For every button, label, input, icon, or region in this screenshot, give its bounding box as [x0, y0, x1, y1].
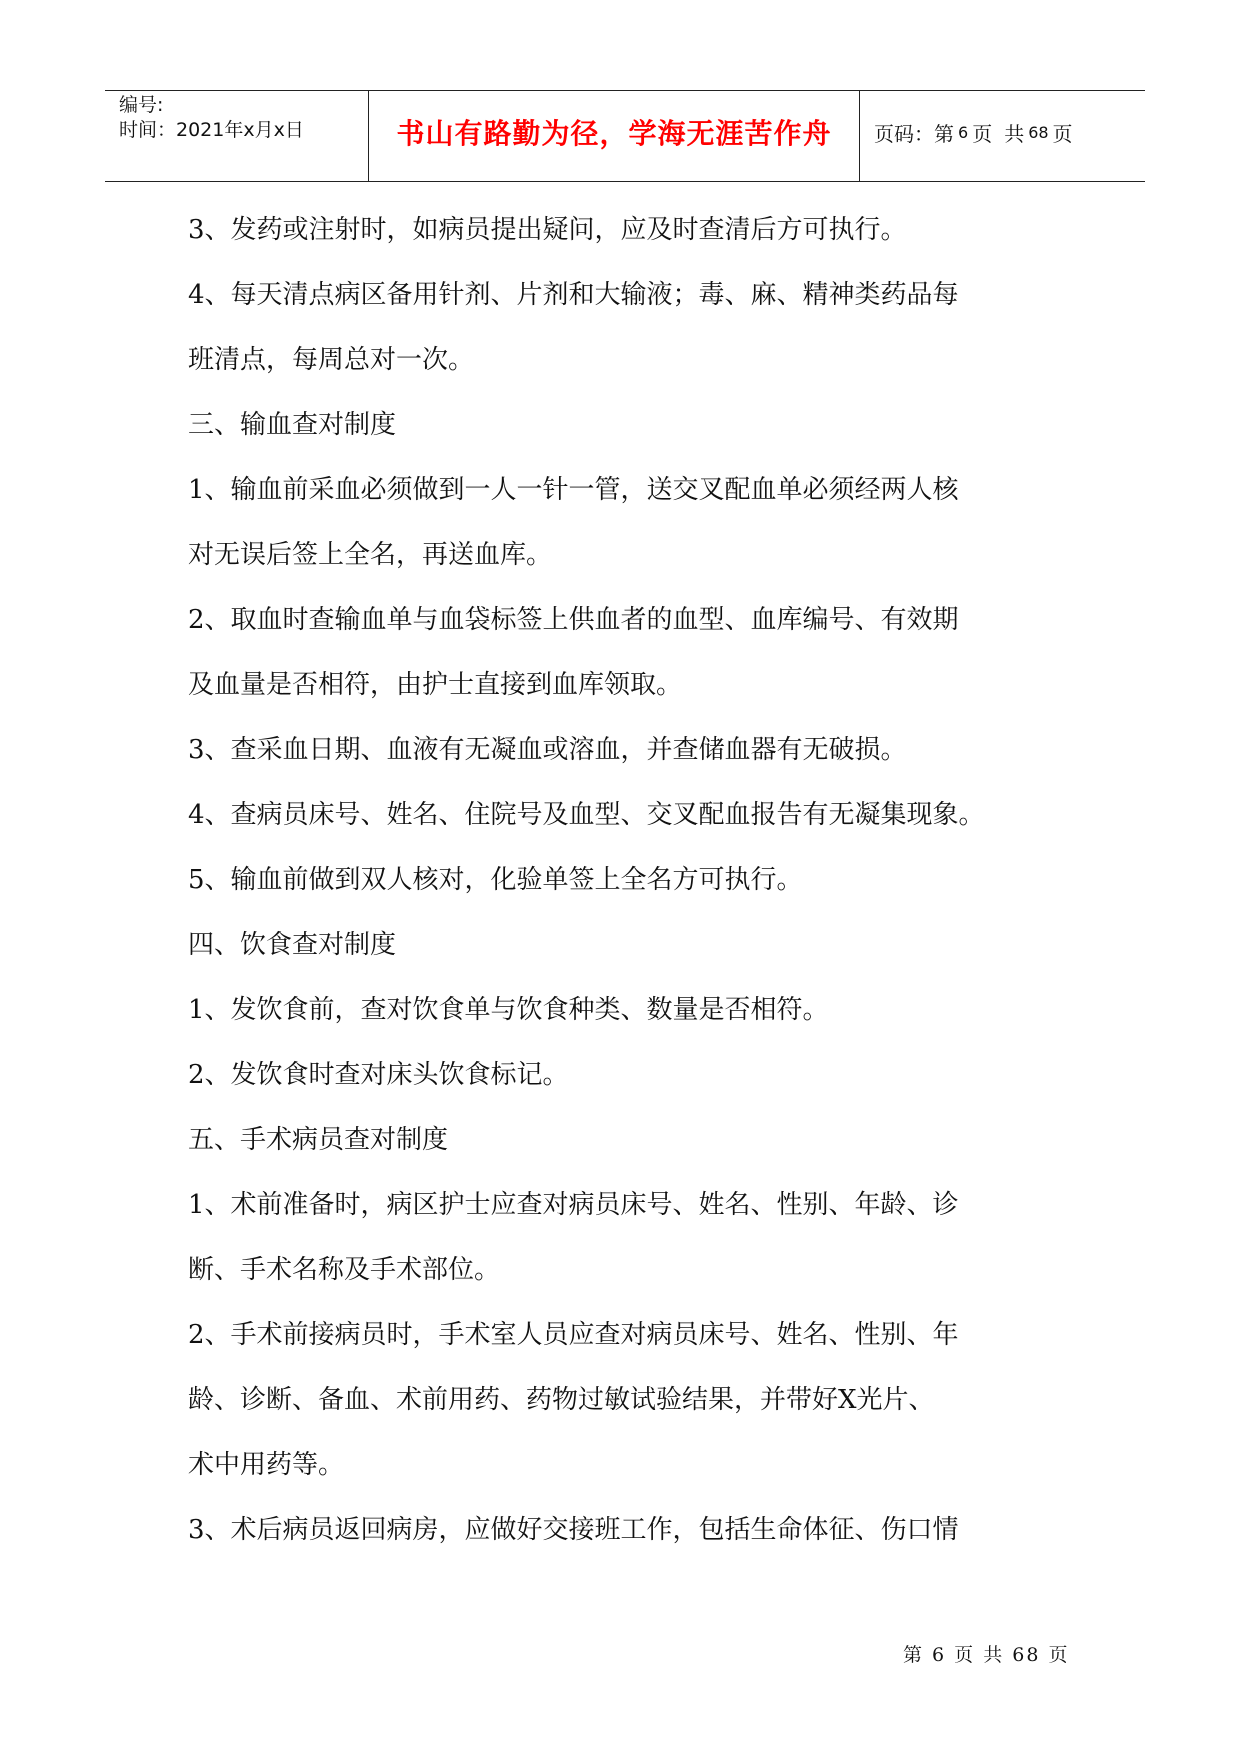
body-line: 2、取血时查输血单与血袋标签上供血者的血型、血库编号、有效期	[188, 605, 959, 635]
page-prefix: 页码：第	[874, 121, 954, 146]
motto-text: 书山有路勤为径，学海无涯苦作舟	[396, 117, 832, 150]
body-line: 1、输血前采血必须做到一人一针一管，送交叉配血单必须经两人核	[188, 475, 959, 505]
section-heading: 三、输血查对制度	[188, 410, 397, 440]
page-total: 68	[1028, 122, 1049, 142]
body-line: 班清点，每周总对一次。	[188, 345, 475, 375]
body-line: 2、手术前接病员时，手术室人员应查对病员床号、姓名、性别、年	[188, 1320, 959, 1350]
header-info-cell	[105, 91, 369, 181]
body-line: 3、术后病员返回病房，应做好交接班工作，包括生命体征、伤口情	[188, 1515, 959, 1545]
body-line: 5、输血前做到双人核对，化验单签上全名方可执行。	[188, 865, 803, 895]
body-line: 1、术前准备时，病区护士应查对病员床号、姓名、性别、年龄、诊	[188, 1190, 959, 1220]
body-line: 断、手术名称及手术部位。	[188, 1255, 501, 1285]
document-number-label: 编号:	[119, 94, 164, 116]
page-total-prefix: 共	[1004, 121, 1025, 146]
page-header	[105, 90, 1145, 182]
page-current: 6	[958, 122, 969, 142]
body-line: 4、查病员床号、姓名、住院号及血型、交叉配血报告有无凝集现象。	[188, 800, 985, 830]
document-time-label: 时间：2021年x月x日	[119, 119, 304, 141]
page-mid: 页	[972, 121, 993, 146]
body-line: 1、发饮食前，查对饮食单与饮食种类、数量是否相符。	[188, 995, 829, 1025]
body-line: 4、每天清点病区备用针剂、片剂和大输液；毒、麻、精神类药品每	[188, 280, 959, 310]
body-line: 龄、诊断、备血、术前用药、药物过敏试验结果，并带好X光片、	[188, 1385, 935, 1415]
header-page-cell	[860, 91, 1145, 181]
body-line: 2、发饮食时查对床头饮食标记。	[188, 1060, 569, 1090]
section-heading: 五、手术病员查对制度	[188, 1125, 449, 1155]
document-body	[188, 214, 1058, 1579]
page-suffix: 页	[1052, 121, 1073, 146]
body-line: 3、发药或注射时，如病员提出疑问，应及时查清后方可执行。	[188, 215, 907, 245]
section-heading: 四、饮食查对制度	[188, 930, 397, 960]
header-motto-cell	[369, 91, 860, 181]
body-line: 术中用药等。	[188, 1450, 345, 1480]
body-line: 对无误后签上全名，再送血库。	[188, 540, 553, 570]
page-footer: 第 6 页 共 68 页	[903, 1644, 1070, 1666]
body-line: 及血量是否相符，由护士直接到血库领取。	[188, 670, 683, 700]
body-line: 3、查采血日期、血液有无凝血或溶血，并查储血器有无破损。	[188, 735, 907, 765]
